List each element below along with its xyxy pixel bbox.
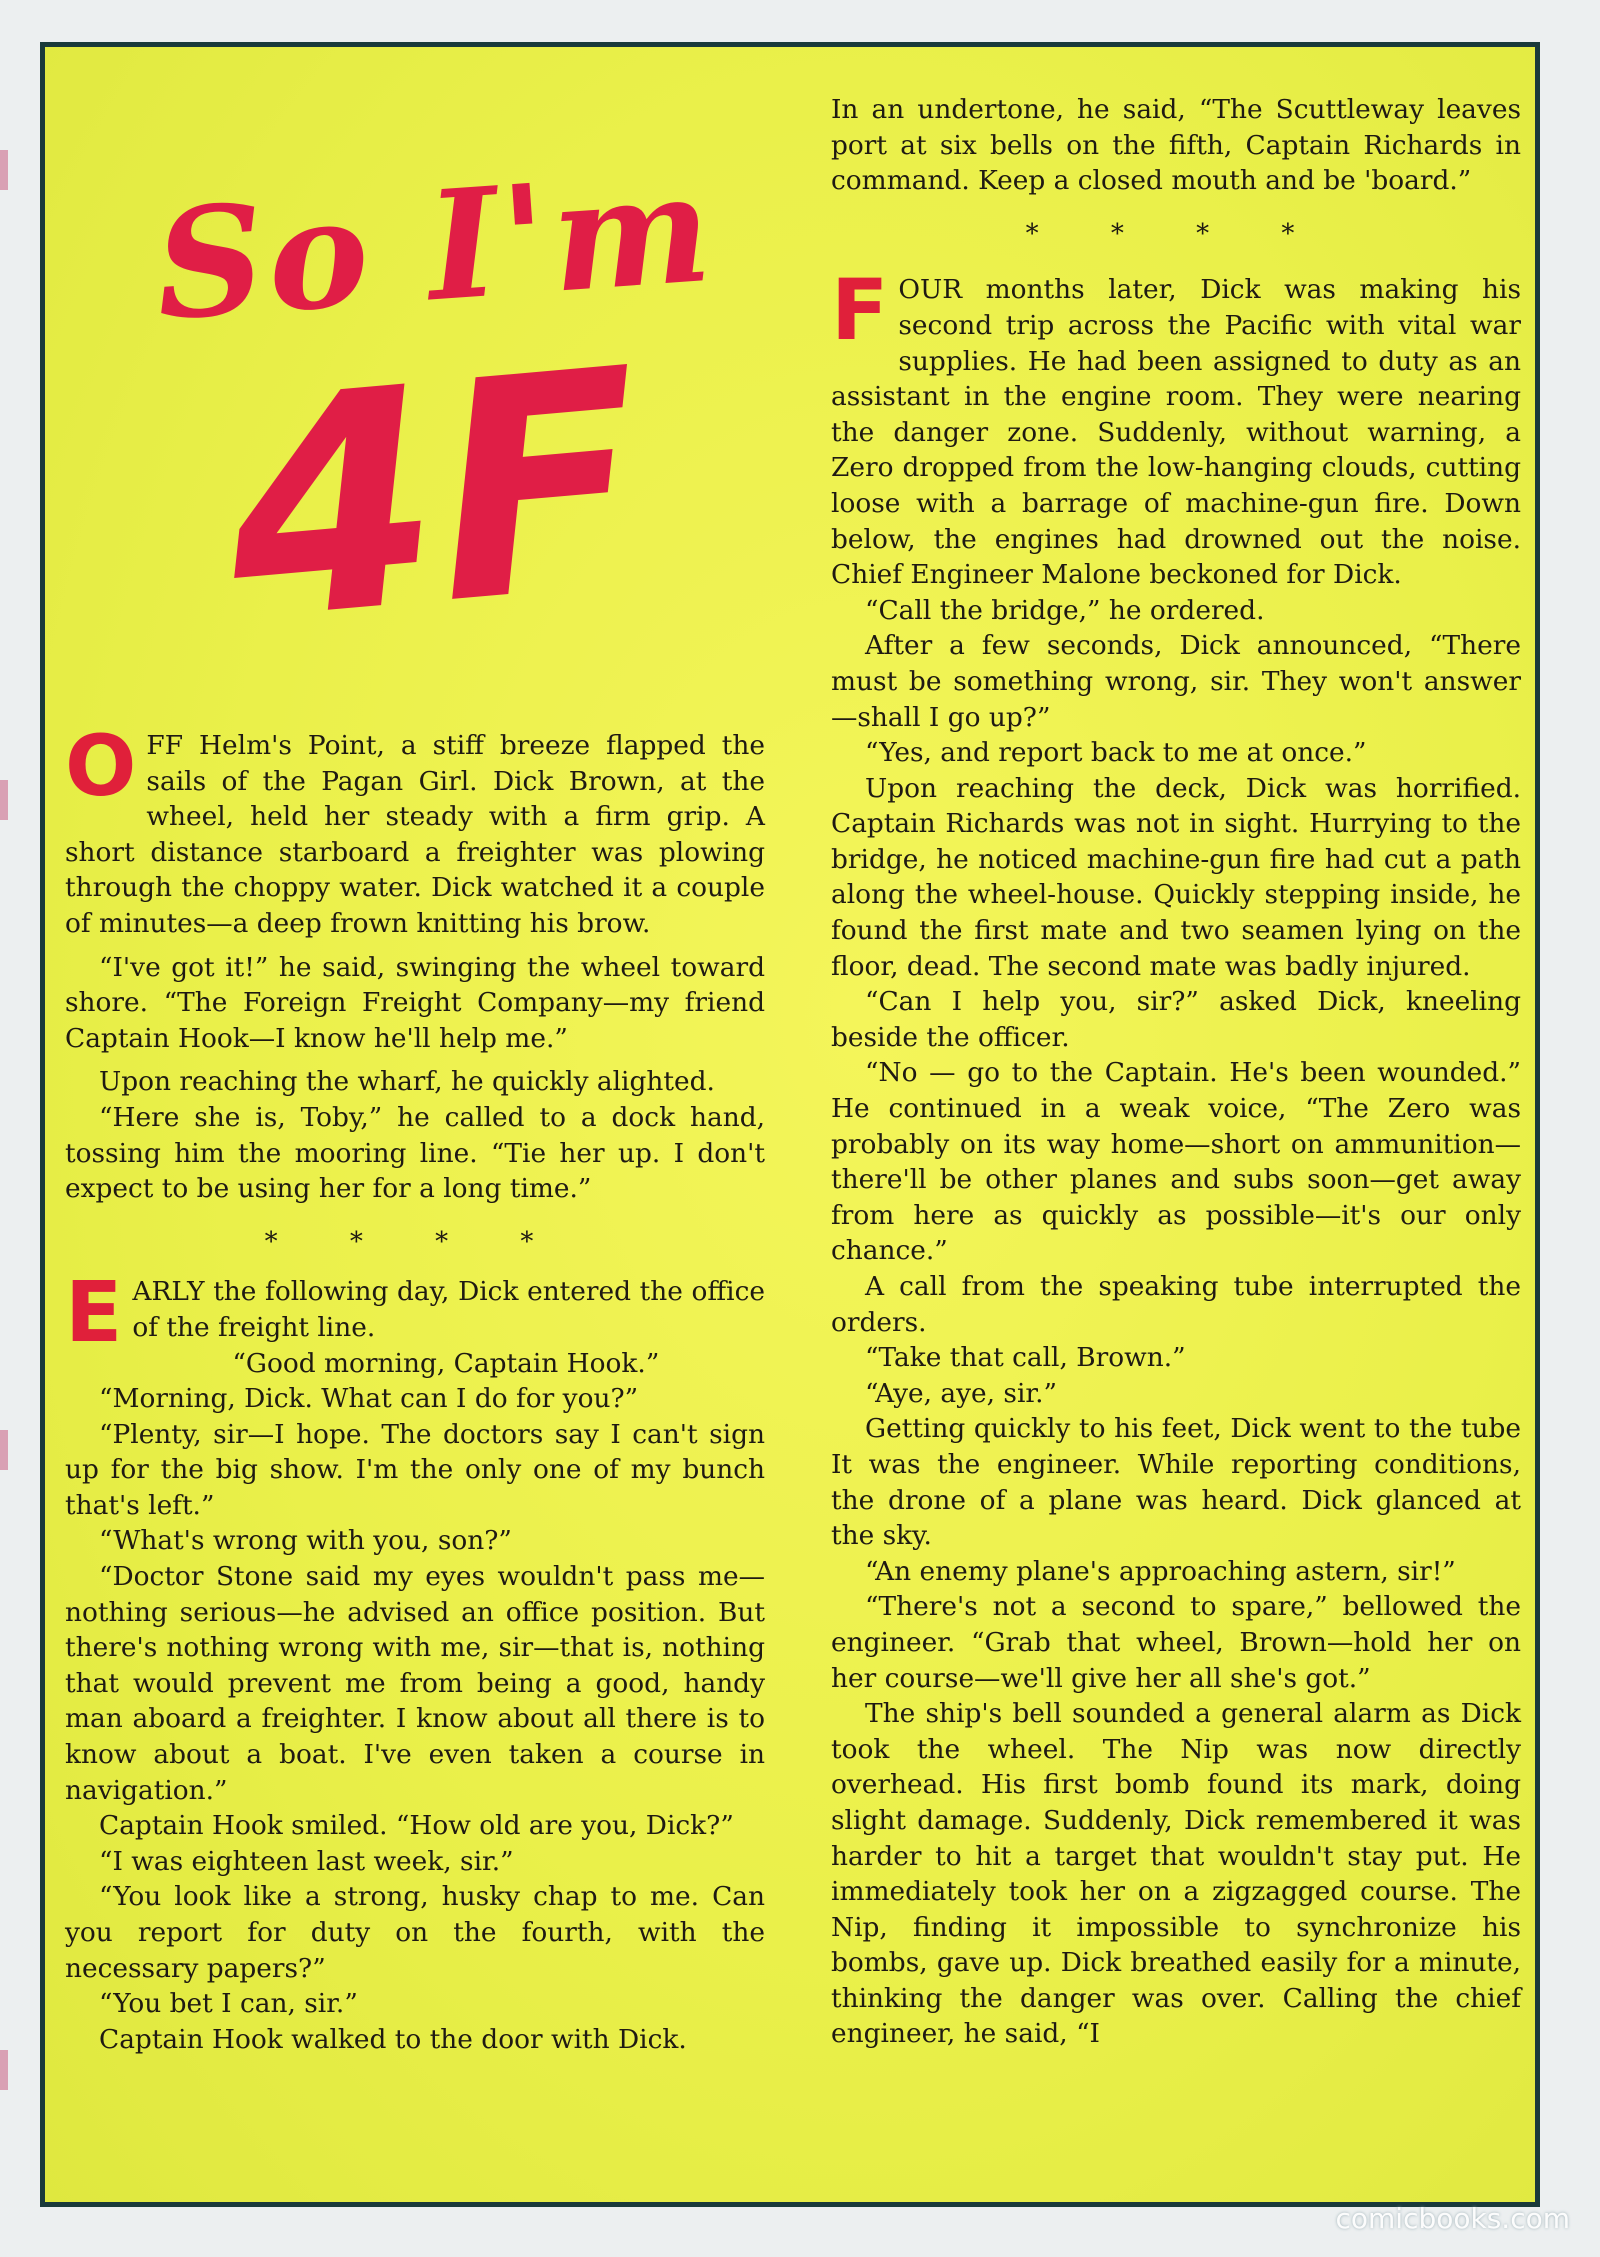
paragraph: In an undertone, he said, “The Scuttleway leaves port at six bells on the fifth, Captain Richards in command. Keep a closed mouth and be 'board.” [831, 94, 1521, 197]
paragraph: “Can I help you, sir?” asked Dick, kneeling beside the officer. [831, 986, 1521, 1053]
paragraph [65, 717, 765, 942]
section-divider: * * * * [1025, 218, 1327, 249]
watermark: comicbooks.com [1335, 2202, 1570, 2235]
paragraph: A call from the speaking tube interrupted the orders. [831, 1271, 1521, 1338]
paragraph: “No — go to the Captain. He's been wounded.” He continued in a weak voice, “The Zero was probably on its way home—short on ammunition—there'll be other planes and subs soon—get away from here as quickly as possible—it's our only chance.” [831, 1057, 1521, 1267]
paragraph: “There's not a second to spare,” bellowed the engineer. “Grab that wheel, Brown—hold her on her course—we'll give her all she's got.” [831, 1591, 1521, 1694]
paragraph: “What's wrong with you, son?” [99, 1525, 512, 1557]
story-page [40, 42, 1540, 2207]
paragraph [65, 1263, 765, 1362]
paragraph: “You bet I can, sir.” [99, 1988, 358, 2020]
page-edge-mark [0, 1430, 8, 1470]
page-edge-mark [0, 2050, 8, 2090]
paragraph: “Plenty, sir—I hope. The doctors say I can't sign up for the big show. I'm the only one of my bunch that's left.” [65, 1418, 765, 1521]
paragraph [831, 261, 1521, 592]
right-text-column [831, 92, 1521, 2052]
paragraph: “Good morning, Captain Hook.” [232, 1347, 660, 1379]
drop-cap: O [65, 717, 137, 815]
paragraph: “Yes, and report back to me at once.” [865, 737, 1367, 769]
paragraph: “Aye, aye, sir.” [865, 1377, 1057, 1409]
paragraph: Upon reaching the wharf, he quickly alighted. [99, 1066, 715, 1098]
paragraph-text: ARLY the following day, Dick entered the office of the freight line. [132, 1276, 765, 1343]
left-text-column [65, 717, 765, 2057]
page-edge-mark [0, 780, 8, 820]
paragraph: The ship's bell sounded a general alarm as Dick took the wheel. The Nip was now directly overhead. His first bomb found its mark, doing slight damage. Suddenly, Dick remembered it was harder to hit a target that wouldn't stay put. He immediately took her on a zigzagged course. The Nip, finding it impossible to synchronize his bombs, gave up. Dick breathed easily for a minute, thinking the danger was over. Calling the chief engineer, he said, “I [831, 1698, 1521, 2050]
paragraph: Captain Hook walked to the door with Dick. [99, 2023, 687, 2055]
paragraph: “Call the bridge,” he ordered. [865, 594, 1265, 626]
paragraph: “Here she is, Toby,” he called to a dock hand, tossing him the mooring line. “Tie her up. I don't expect to be using her for a long time.” [65, 1101, 765, 1205]
paragraph: “An enemy plane's approaching astern, sir!” [865, 1555, 1456, 1587]
paragraph: Captain Hook smiled. “How old are you, Dick?” [99, 1810, 734, 1842]
paragraph: “You look like a strong, husky chap to me. Can you report for duty on the fourth, with the necessary papers?” [65, 1881, 765, 1984]
story-title [105, 107, 765, 707]
paragraph: “I was eighteen last week, sir.” [99, 1845, 514, 1877]
paragraph: “Doctor Stone said my eyes wouldn't pass me—nothing serious—he advised an office position. But there's nothing wrong with me, sir—that is, nothing that would prevent me from being a good, handy man aboard a freighter. I know about all there is to know about a boat. I've even taken a course in navigation.” [65, 1561, 765, 1806]
title-line-2: 4F [213, 304, 657, 689]
paragraph: “Take that call, Brown.” [865, 1342, 1186, 1374]
title-line-1: So I'm [149, 139, 721, 355]
paragraph: After a few seconds, Dick announced, “There must be something wrong, sir. They won't answer—shall I go up?” [831, 630, 1521, 733]
paragraph: “I've got it!” he said, swinging the wheel toward shore. “The Foreign Freight Company—my friend Captain Hook—I know he'll help me.” [65, 951, 765, 1054]
paragraph: “Morning, Dick. What can I do for you?” [99, 1383, 639, 1415]
paragraph: Upon reaching the deck, Dick was horrified. Captain Richards was not in sight. Hurrying to the bridge, he noticed machine-gun fire had cut a path along the wheel-house. Quickly stepping inside, he found the first mate and two seamen lying on the floor, dead. The second mate was badly injured. [831, 772, 1521, 982]
paragraph-text: OUR months later, Dick was making his second trip across the Pacific with vital war supplies. He had been assigned to duty as an assistant in the engine room. They were nearing the danger zone. Suddenly, without warning, a Zero dropped from the low-hanging clouds, cutting loose with a barrage of machine-gun fire. Down below, the engines had drowned out the noise. Chief Engineer Malone beckoned for Dick. [831, 274, 1521, 591]
page-edge-mark [0, 150, 8, 190]
section-divider: * * * * [264, 1226, 566, 1257]
drop-cap: F [831, 261, 889, 360]
paragraph-text: FF Helm's Point, a stiff breeze flapped the sails of the Pagan Girl. Dick Brown, at the wheel, held her steady with a firm grip. A short distance starboard a freighter was plowing through the choppy water. Dick watched it a couple of minutes—a deep frown knitting his brow. [65, 730, 765, 939]
paragraph: Getting quickly to his feet, Dick went to the tube It was the engineer. While reporting conditions, the drone of a plane was heard. Dick glanced at the sky. [831, 1413, 1521, 1552]
drop-cap: E [65, 1263, 123, 1362]
